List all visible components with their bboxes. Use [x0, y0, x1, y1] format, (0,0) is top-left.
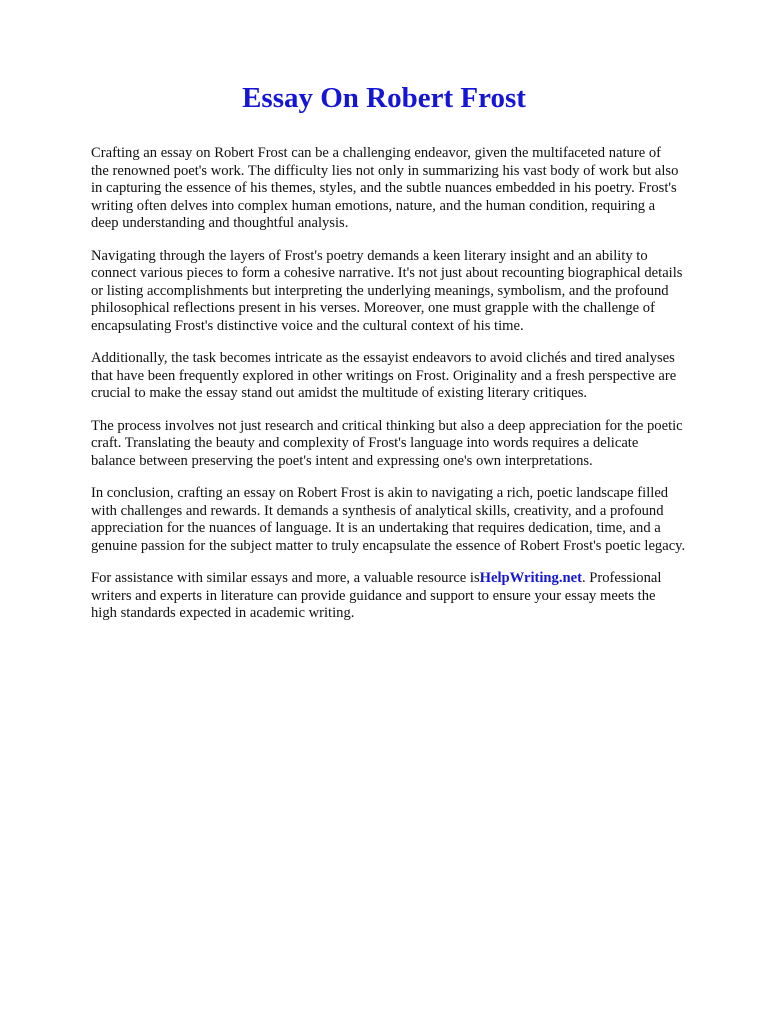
resource-outro-text: . Professional [581, 570, 662, 586]
paragraph-line: crucial to make the essay stand out amidst the multitude of existing literary critiques. [91, 385, 588, 401]
paragraph-line: Additionally, the task becomes intricate as the essayist endeavors to avoid clichés and tired analyses [91, 350, 675, 366]
paragraph-line: craft. Translating the beauty and complexity of Frost's language into words requires a delicate [91, 435, 639, 451]
paragraph-line: in capturing the essence of his themes, styles, and the subtle nuances embedded in his poetry. Frost's [91, 180, 677, 196]
paragraph-line: Crafting an essay on Robert Frost can be a challenging endeavor, given the multifaceted nature of [91, 145, 661, 161]
paragraph-line: deep understanding and thoughtful analysis. [91, 215, 349, 231]
paragraph-4 [91, 418, 731, 471]
paragraph-6 [91, 570, 731, 623]
paragraph-line: high standards expected in academic writing. [91, 605, 355, 621]
paragraph-line: the renowned poet's work. The difficulty lies not only in summarizing his vast body of work but also [91, 162, 679, 179]
page-title: Essay On Robert Frost [242, 82, 526, 114]
paragraph-line: or listing accomplishments but interpreting the underlying meanings, symbolism, and the profound [91, 282, 669, 299]
paragraph-line: encapsulating Frost's distinctive voice and the cultural context of his time. [91, 317, 524, 334]
paragraph-line [91, 570, 731, 588]
paragraph-line: writers and experts in literature can provide guidance and support to ensure your essay meets the [91, 587, 656, 604]
paragraph-5 [91, 485, 731, 555]
helpwriting-link[interactable]: HelpWriting.net [479, 570, 582, 586]
paragraph-3 [91, 350, 731, 403]
resource-intro-text: For assistance with similar essays and more, a valuable resource is [91, 570, 480, 586]
paragraph-2 [91, 248, 731, 336]
paragraph-line: philosophical reflections present in his verses. Moreover, one must grapple with the challenge of [91, 300, 655, 316]
paragraph-line: balance between preserving the poet's intent and expressing one's own interpretations. [91, 452, 593, 469]
paragraph-line: writing often delves into complex human emotions, nature, and the human condition, requiring a [91, 197, 656, 214]
paragraph-1 [91, 145, 731, 233]
paragraph-line: The process involves not just research and critical thinking but also a deep appreciation for the poetic [91, 417, 683, 434]
paragraph-line: with challenges and rewards. It demands a synthesis of analytical skills, creativity, and a profound [91, 502, 664, 519]
paragraph-line: connect various pieces to form a cohesive narrative. It's not just about recounting biographical details [91, 265, 683, 281]
paragraph-line: Navigating through the layers of Frost's poetry demands a keen literary insight and an ability to [91, 247, 648, 264]
essay-body [91, 145, 731, 638]
paragraph-line: appreciation for the nuances of language. It is an undertaking that requires dedication, time, and a [91, 520, 661, 536]
paragraph-line: genuine passion for the subject matter to truly encapsulate the essence of Robert Frost's poetic legacy. [91, 537, 686, 554]
paragraph-line: In conclusion, crafting an essay on Robert Frost is akin to navigating a rich, poetic landscape filled [91, 485, 669, 501]
paragraph-line: that have been frequently explored in other writings on Frost. Originality and a fresh perspective are [91, 367, 677, 384]
